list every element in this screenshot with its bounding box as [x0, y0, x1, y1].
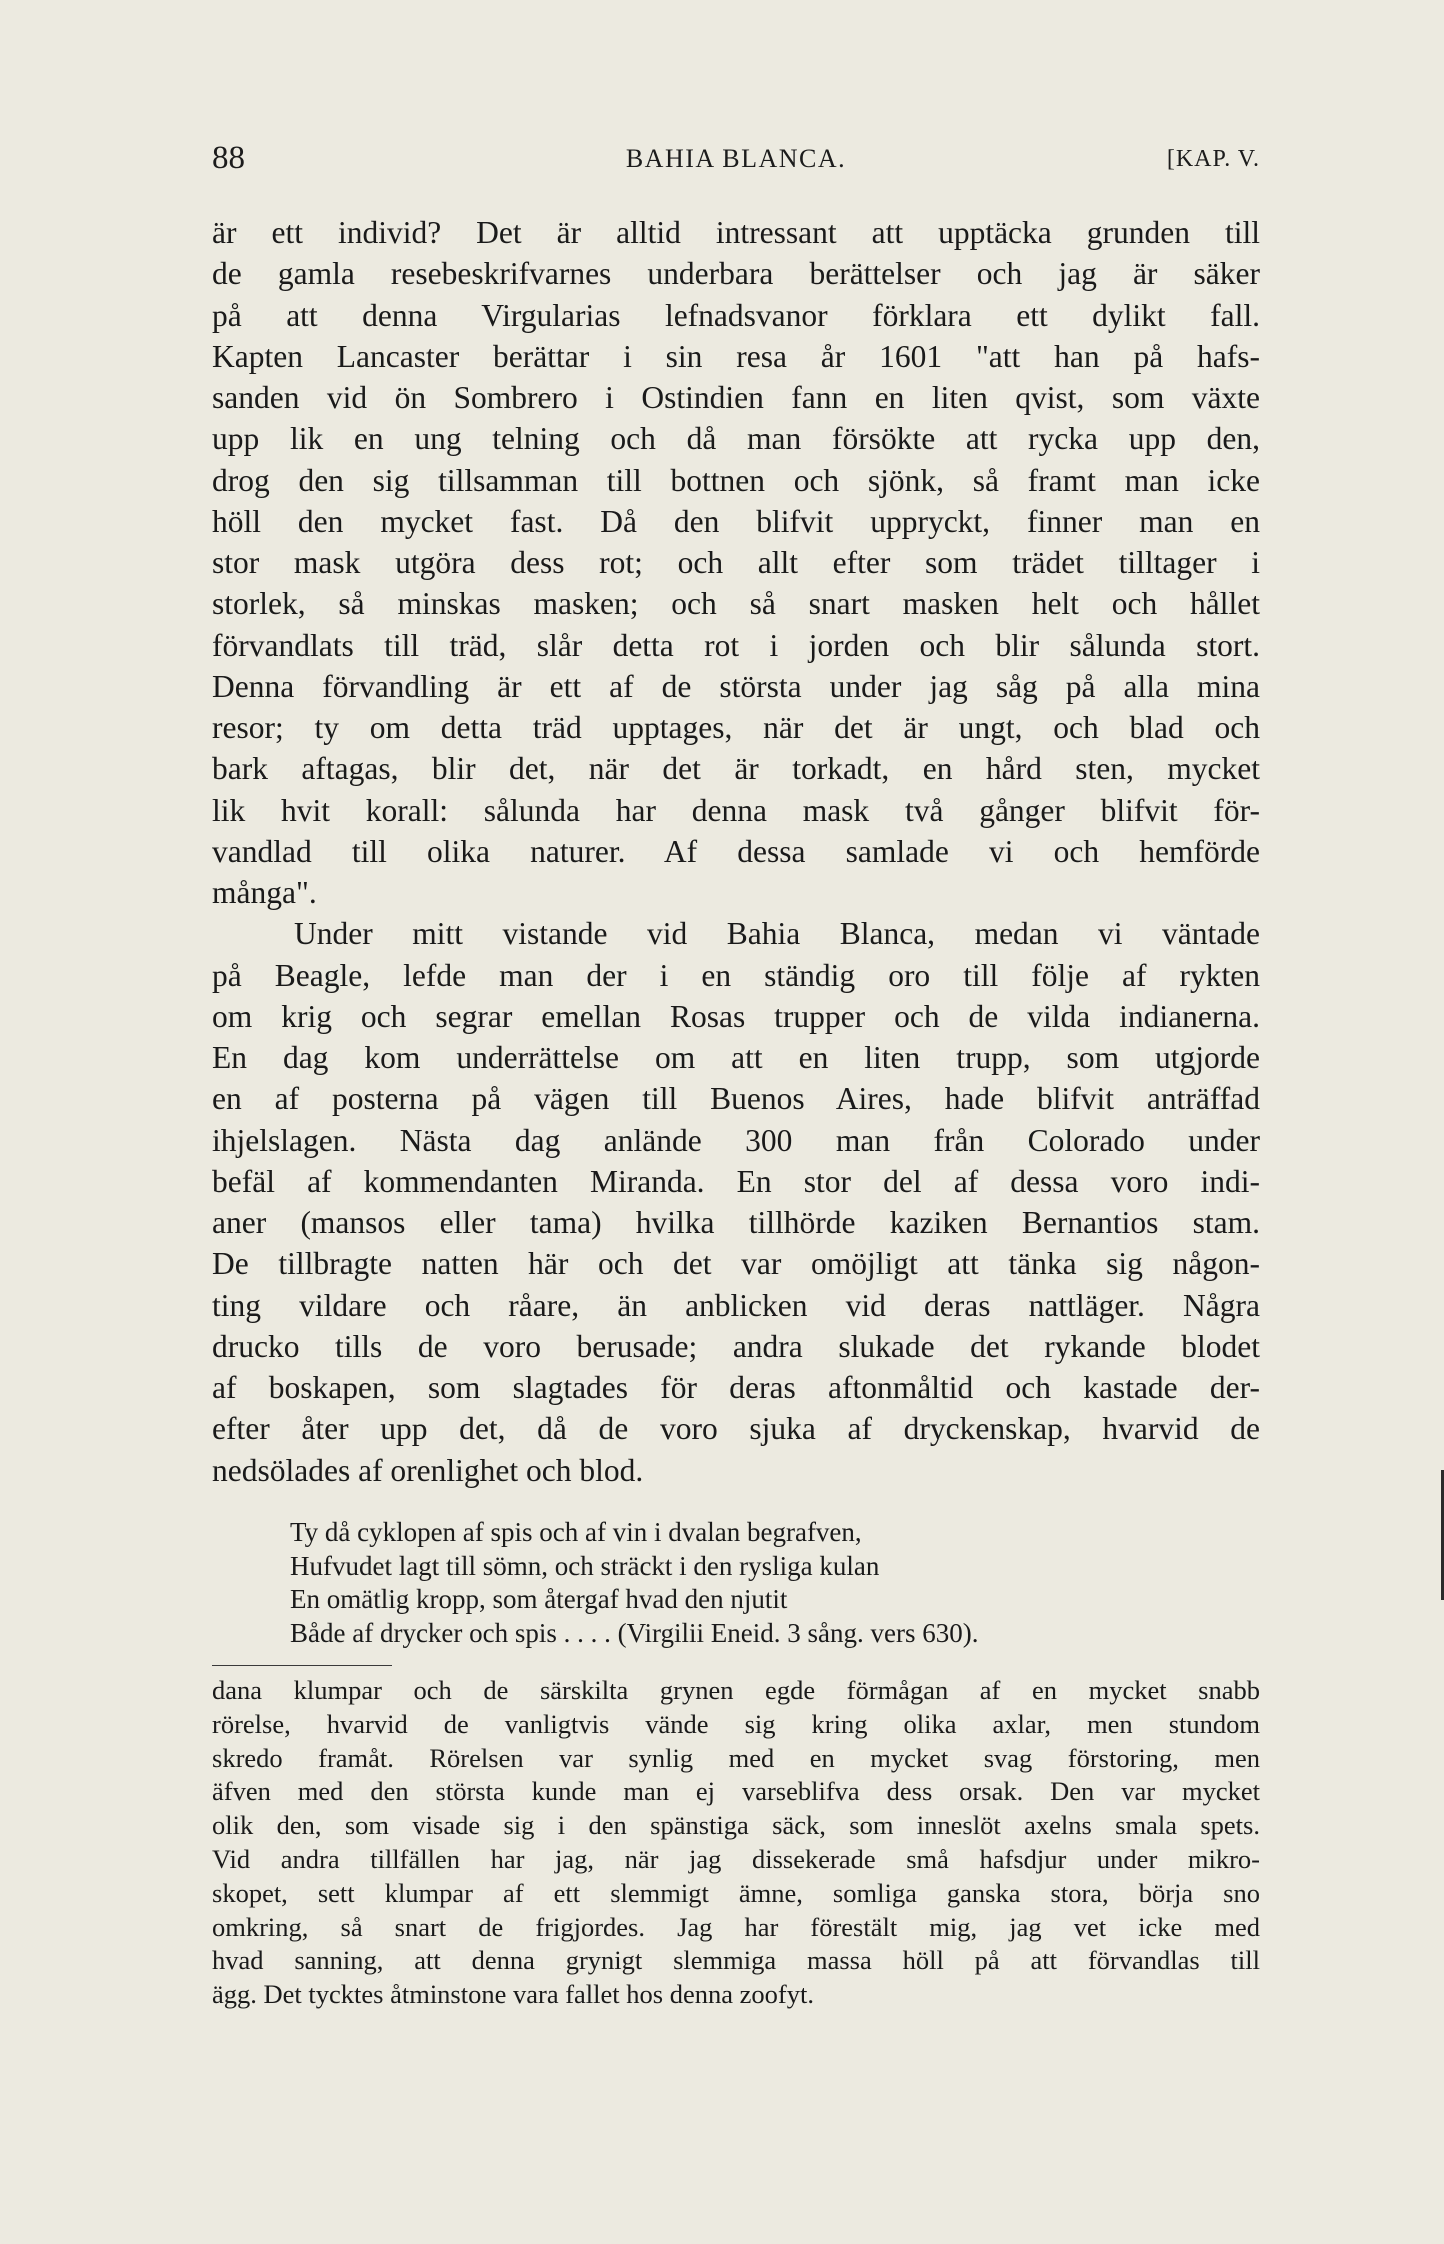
verse-line: Både af drycker och spis . . . . (Virgilii Eneid. 3 sång. vers 630). [290, 1617, 979, 1648]
text-line: Denna förvandling är ett af de största under jag såg på alla mina [212, 668, 1260, 704]
chapter-reference: [KAP. V. [1166, 146, 1260, 172]
running-title: BAHIA BLANCA. [625, 144, 847, 173]
text-line: befäl af kommendanten Miranda. En stor del af dessa voro indi- [212, 1163, 1260, 1199]
text-line: upp lik en ung telning och då man försökte att rycka upp den, [212, 421, 1260, 457]
text-line: aner (mansos eller tama) hvilka tillhörde kaziken Bernantios stam. [212, 1205, 1260, 1240]
text-line: De tillbragte natten här och det var omöjligt att tänka sig någon- [212, 1246, 1260, 1282]
text-line: en af posterna på vägen till Buenos Aires, hade blifvit anträffad [212, 1081, 1260, 1117]
page-header [212, 140, 1260, 186]
verse-line: Hufvudet lagt till sömn, och sträckt i den rysliga kulan [290, 1550, 880, 1581]
text-line: på Beagle, lefde man der i en ständig oro till följe af rykten [212, 957, 1260, 993]
text-line: sanden vid ön Sombrero i Ostindien fann en liten qvist, som växte [212, 380, 1260, 415]
footnote-line: olik den, som visade sig i den spänstiga säck, som inneslöt axelns smala spets. [212, 1810, 1260, 1841]
footnote-line: omkring, så snart de frigjordes. Jag har förestält mig, jag vet icke med [212, 1911, 1260, 1942]
footnote-line: Vid andra tillfällen har jag, när jag dissekerade små hafsdjur under mikro- [212, 1843, 1260, 1874]
text-line: förvandlats till träd, slår detta rot i jorden och blir sålunda stort. [212, 627, 1260, 663]
footnote-line: hvad sanning, att denna grynigt slemmiga massa höll på att förvandlas till [212, 1945, 1260, 1976]
text-line: af boskapen, som slagtades för deras aftonmåltid och kastade der- [212, 1370, 1260, 1405]
text-line: resor; ty om detta träd upptages, när det är ungt, och blad och [212, 710, 1260, 745]
text-line: drog den sig tillsamman till bottnen och sjönk, så framt man icke [212, 462, 1260, 498]
text-line: Under mitt vistande vid Bahia Blanca, medan vi väntade [294, 916, 1260, 952]
verse-line: Ty då cyklopen af spis och af vin i dvalan begrafven, [290, 1517, 862, 1547]
footnote-line: äfven med den största kunde man ej varseblifva dess orsak. Den var mycket [212, 1776, 1260, 1807]
footnote-line: ägg. Det tycktes åtminstone vara fallet hos denna zoofyt. [212, 1979, 814, 2010]
footnote-text [212, 1674, 1260, 2012]
text-line: efter åter upp det, då de voro sjuka af dryckenskap, hvarvid de [212, 1411, 1260, 1447]
footnote-line: rörelse, hvarvid de vanligtvis vände sig kring olika axlar, men stundom [212, 1708, 1260, 1739]
verse-quotation [290, 1516, 1270, 1650]
page-number: 88 [212, 140, 245, 176]
text-line: bark aftagas, blir det, när det är torkadt, en hård sten, mycket [212, 751, 1260, 787]
text-line: om krig och segrar emellan Rosas trupper och de vilda indianerna. [212, 998, 1260, 1034]
verse-line: En omätlig kropp, som återgaf hvad den njutit [290, 1584, 788, 1614]
main-text [212, 212, 1260, 1491]
text-line: många". [212, 875, 317, 910]
text-line: på att denna Virgularias lefnadsvanor förklara ett dylikt fall. [212, 297, 1260, 333]
text-line: lik hvit korall: sålunda har denna mask två gånger blifvit för- [212, 792, 1260, 828]
text-line: nedsölades af orenlighet och blod. [212, 1452, 644, 1488]
text-line: drucko tills de voro berusade; andra slukade det rykande blodet [212, 1328, 1260, 1364]
text-line: höll den mycket fast. Då den blifvit uppryckt, finner man en [212, 503, 1260, 539]
text-line: Kapten Lancaster berättar i sin resa år 1601 "att han på hafs- [212, 338, 1260, 374]
text-line: storlek, så minskas masken; och så snart masken helt och hållet [212, 586, 1260, 622]
text-line: ting vildare och råare, än anblicken vid deras nattläger. Några [212, 1287, 1260, 1323]
footnote-divider [212, 1665, 392, 1666]
text-line: ihjelslagen. Nästa dag anlände 300 man från Colorado under [212, 1122, 1260, 1158]
footnote-line: skredo framåt. Rörelsen var synlig med en mycket svag förstoring, men [212, 1742, 1260, 1773]
footnote-line: skopet, sett klumpar af ett slemmigt ämne, somliga ganska stora, börja sno [212, 1877, 1260, 1908]
text-line: vandlad till olika naturer. Af dessa samlade vi och hemförde [212, 833, 1260, 869]
text-line: är ett individ? Det är alltid intressant att upptäcka grunden till [212, 215, 1260, 250]
text-line: de gamla resebeskrifvarnes underbara berättelser och jag är säker [212, 256, 1260, 292]
text-line: En dag kom underrättelse om att en liten trupp, som utgjorde [212, 1040, 1260, 1075]
footnote-line: dana klumpar och de särskilta grynen egde förmågan af en mycket snabb [212, 1675, 1260, 1705]
text-line: stor mask utgöra dess rot; och allt efter som trädet tilltager i [212, 545, 1260, 580]
